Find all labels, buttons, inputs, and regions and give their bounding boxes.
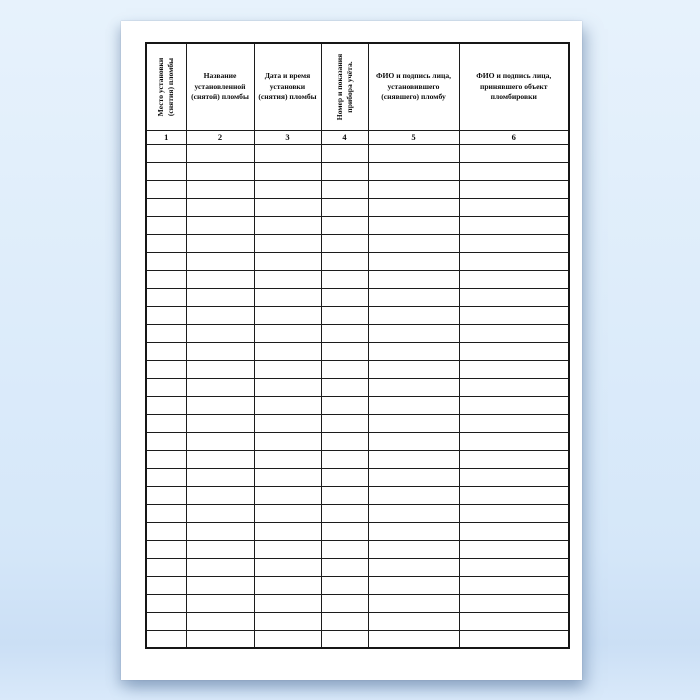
empty-cell (368, 540, 459, 558)
table-row (146, 216, 569, 234)
empty-cell (368, 594, 459, 612)
empty-cell (146, 540, 186, 558)
empty-cell (368, 342, 459, 360)
empty-cell (186, 540, 254, 558)
empty-cell (146, 612, 186, 630)
empty-cell (459, 342, 569, 360)
empty-cell (321, 396, 368, 414)
empty-cell (254, 270, 321, 288)
empty-cell (321, 450, 368, 468)
table-row (146, 486, 569, 504)
empty-cell (368, 432, 459, 450)
table-row (146, 612, 569, 630)
empty-cell (254, 234, 321, 252)
empty-cell (368, 558, 459, 576)
empty-cell (459, 198, 569, 216)
empty-cell (459, 324, 569, 342)
empty-cell (186, 288, 254, 306)
empty-cell (321, 342, 368, 360)
table-row (146, 630, 569, 648)
empty-cell (186, 198, 254, 216)
empty-cell (254, 342, 321, 360)
empty-cell (459, 252, 569, 270)
table-row (146, 540, 569, 558)
empty-cell (368, 360, 459, 378)
empty-cell (254, 162, 321, 180)
empty-cell (459, 540, 569, 558)
empty-cell (368, 252, 459, 270)
table-row (146, 468, 569, 486)
empty-cell (146, 576, 186, 594)
empty-cell (459, 630, 569, 648)
empty-cell (368, 180, 459, 198)
empty-cell (254, 468, 321, 486)
table-row (146, 378, 569, 396)
empty-cell (254, 522, 321, 540)
empty-cell (459, 612, 569, 630)
empty-cell (146, 486, 186, 504)
empty-cell (146, 450, 186, 468)
empty-cell (146, 180, 186, 198)
table-row (146, 360, 569, 378)
empty-cell (368, 324, 459, 342)
empty-cell (186, 450, 254, 468)
empty-cell (146, 594, 186, 612)
table-row (146, 198, 569, 216)
empty-cell (254, 450, 321, 468)
empty-cell (186, 612, 254, 630)
empty-cell (146, 270, 186, 288)
empty-cell (459, 180, 569, 198)
empty-cell (459, 288, 569, 306)
empty-cell (186, 216, 254, 234)
header-cell-date-time: Дата и время установки (снятия) пломбы (254, 43, 321, 130)
empty-cell (186, 324, 254, 342)
table-row (146, 558, 569, 576)
header-text-meter-number: Номер и показания прибора учёта. (334, 53, 354, 120)
empty-cell (459, 306, 569, 324)
column-number: 3 (254, 130, 321, 144)
empty-cell (186, 396, 254, 414)
empty-cell (321, 468, 368, 486)
empty-cell (321, 216, 368, 234)
empty-cell (459, 594, 569, 612)
column-number: 6 (459, 130, 569, 144)
table-row (146, 594, 569, 612)
empty-cell (146, 324, 186, 342)
empty-cell (459, 432, 569, 450)
empty-cell (186, 558, 254, 576)
empty-cell (459, 378, 569, 396)
column-number: 5 (368, 130, 459, 144)
empty-cell (186, 252, 254, 270)
empty-cell (321, 522, 368, 540)
empty-cell (459, 504, 569, 522)
empty-cell (146, 432, 186, 450)
empty-cell (321, 414, 368, 432)
empty-cell (254, 432, 321, 450)
column-number: 2 (186, 130, 254, 144)
table-row (146, 306, 569, 324)
empty-cell (459, 162, 569, 180)
empty-cell (368, 612, 459, 630)
empty-cell (368, 414, 459, 432)
empty-cell (368, 144, 459, 162)
empty-cell (321, 252, 368, 270)
empty-cell (321, 162, 368, 180)
empty-cell (186, 144, 254, 162)
empty-cell (146, 360, 186, 378)
empty-cell (321, 270, 368, 288)
table-row (146, 234, 569, 252)
empty-cell (459, 270, 569, 288)
empty-cell (321, 558, 368, 576)
empty-cell (254, 378, 321, 396)
empty-cell (368, 486, 459, 504)
empty-cell (321, 378, 368, 396)
document-page (121, 21, 582, 680)
empty-cell (321, 198, 368, 216)
empty-cell (254, 324, 321, 342)
table-row (146, 432, 569, 450)
empty-cell (321, 594, 368, 612)
table-row (146, 324, 569, 342)
empty-cell (368, 306, 459, 324)
empty-cell (459, 576, 569, 594)
empty-cell (186, 342, 254, 360)
header-text-installation-place: Место установки (снятия) пломбы (156, 57, 176, 117)
table-row (146, 342, 569, 360)
empty-cell (146, 234, 186, 252)
empty-cell (186, 234, 254, 252)
empty-cell (321, 486, 368, 504)
empty-cell (321, 630, 368, 648)
table-row (146, 270, 569, 288)
table-row (146, 144, 569, 162)
empty-cell (146, 504, 186, 522)
empty-cell (321, 504, 368, 522)
empty-cell (254, 612, 321, 630)
table-row (146, 576, 569, 594)
empty-cell (321, 306, 368, 324)
empty-cell (321, 576, 368, 594)
empty-cell (321, 288, 368, 306)
empty-cell (146, 414, 186, 432)
empty-cell (368, 468, 459, 486)
empty-cell (254, 630, 321, 648)
empty-cell (459, 522, 569, 540)
empty-cell (146, 558, 186, 576)
header-cell-receiver-signature: ФИО и подпись лица, принявшего объект пломбировки (459, 43, 569, 130)
empty-cell (321, 234, 368, 252)
empty-rows-body (146, 144, 569, 648)
empty-cell (146, 522, 186, 540)
empty-cell (254, 576, 321, 594)
empty-cell (186, 378, 254, 396)
table-row (146, 450, 569, 468)
empty-cell (254, 360, 321, 378)
empty-cell (368, 396, 459, 414)
table-row (146, 288, 569, 306)
empty-cell (321, 540, 368, 558)
empty-cell (368, 522, 459, 540)
empty-cell (146, 198, 186, 216)
empty-cell (146, 162, 186, 180)
column-number: 1 (146, 130, 186, 144)
empty-cell (186, 162, 254, 180)
table-row (146, 396, 569, 414)
empty-cell (146, 342, 186, 360)
empty-cell (368, 504, 459, 522)
empty-cell (146, 378, 186, 396)
column-number: 4 (321, 130, 368, 144)
empty-cell (254, 396, 321, 414)
empty-cell (368, 234, 459, 252)
empty-cell (186, 360, 254, 378)
empty-cell (368, 576, 459, 594)
empty-cell (186, 594, 254, 612)
empty-cell (368, 162, 459, 180)
empty-cell (254, 288, 321, 306)
empty-cell (254, 216, 321, 234)
empty-cell (459, 396, 569, 414)
header-cell-installer-signature: ФИО и подпись лица, установившего (снявшего) пломбу (368, 43, 459, 130)
empty-cell (254, 414, 321, 432)
empty-cell (254, 486, 321, 504)
empty-cell (254, 144, 321, 162)
empty-cell (459, 486, 569, 504)
empty-cell (186, 306, 254, 324)
empty-cell (368, 216, 459, 234)
empty-cell (146, 216, 186, 234)
empty-cell (254, 594, 321, 612)
empty-cell (186, 180, 254, 198)
empty-cell (254, 540, 321, 558)
empty-cell (368, 198, 459, 216)
empty-cell (146, 630, 186, 648)
empty-cell (186, 522, 254, 540)
header-cell-installation-place (146, 43, 186, 130)
empty-cell (459, 234, 569, 252)
empty-cell (146, 396, 186, 414)
empty-cell (254, 306, 321, 324)
empty-cell (254, 198, 321, 216)
empty-cell (186, 630, 254, 648)
header-cell-meter-number (321, 43, 368, 130)
empty-cell (146, 252, 186, 270)
empty-cell (186, 432, 254, 450)
empty-cell (321, 612, 368, 630)
column-number-row (146, 130, 569, 144)
empty-cell (321, 432, 368, 450)
empty-cell (321, 324, 368, 342)
empty-cell (186, 414, 254, 432)
table-row (146, 414, 569, 432)
empty-cell (321, 180, 368, 198)
empty-cell (459, 450, 569, 468)
header-cell-seal-name: Название установленной (снятой) пломбы (186, 43, 254, 130)
empty-cell (186, 468, 254, 486)
empty-cell (186, 486, 254, 504)
empty-cell (186, 270, 254, 288)
empty-cell (146, 288, 186, 306)
empty-cell (186, 576, 254, 594)
empty-cell (459, 144, 569, 162)
table-row (146, 252, 569, 270)
empty-cell (459, 468, 569, 486)
empty-cell (368, 288, 459, 306)
table-row (146, 180, 569, 198)
empty-cell (254, 180, 321, 198)
empty-cell (368, 378, 459, 396)
empty-cell (254, 558, 321, 576)
empty-cell (459, 414, 569, 432)
header-row (146, 43, 569, 130)
empty-cell (368, 270, 459, 288)
table-row (146, 162, 569, 180)
empty-cell (146, 468, 186, 486)
table-row (146, 504, 569, 522)
empty-cell (321, 144, 368, 162)
empty-cell (186, 504, 254, 522)
empty-cell (146, 306, 186, 324)
empty-cell (459, 360, 569, 378)
empty-cell (459, 216, 569, 234)
table-row (146, 522, 569, 540)
empty-cell (146, 144, 186, 162)
empty-cell (254, 252, 321, 270)
seal-log-table (145, 42, 570, 649)
empty-cell (368, 450, 459, 468)
empty-cell (368, 630, 459, 648)
empty-cell (459, 558, 569, 576)
empty-cell (321, 360, 368, 378)
empty-cell (254, 504, 321, 522)
